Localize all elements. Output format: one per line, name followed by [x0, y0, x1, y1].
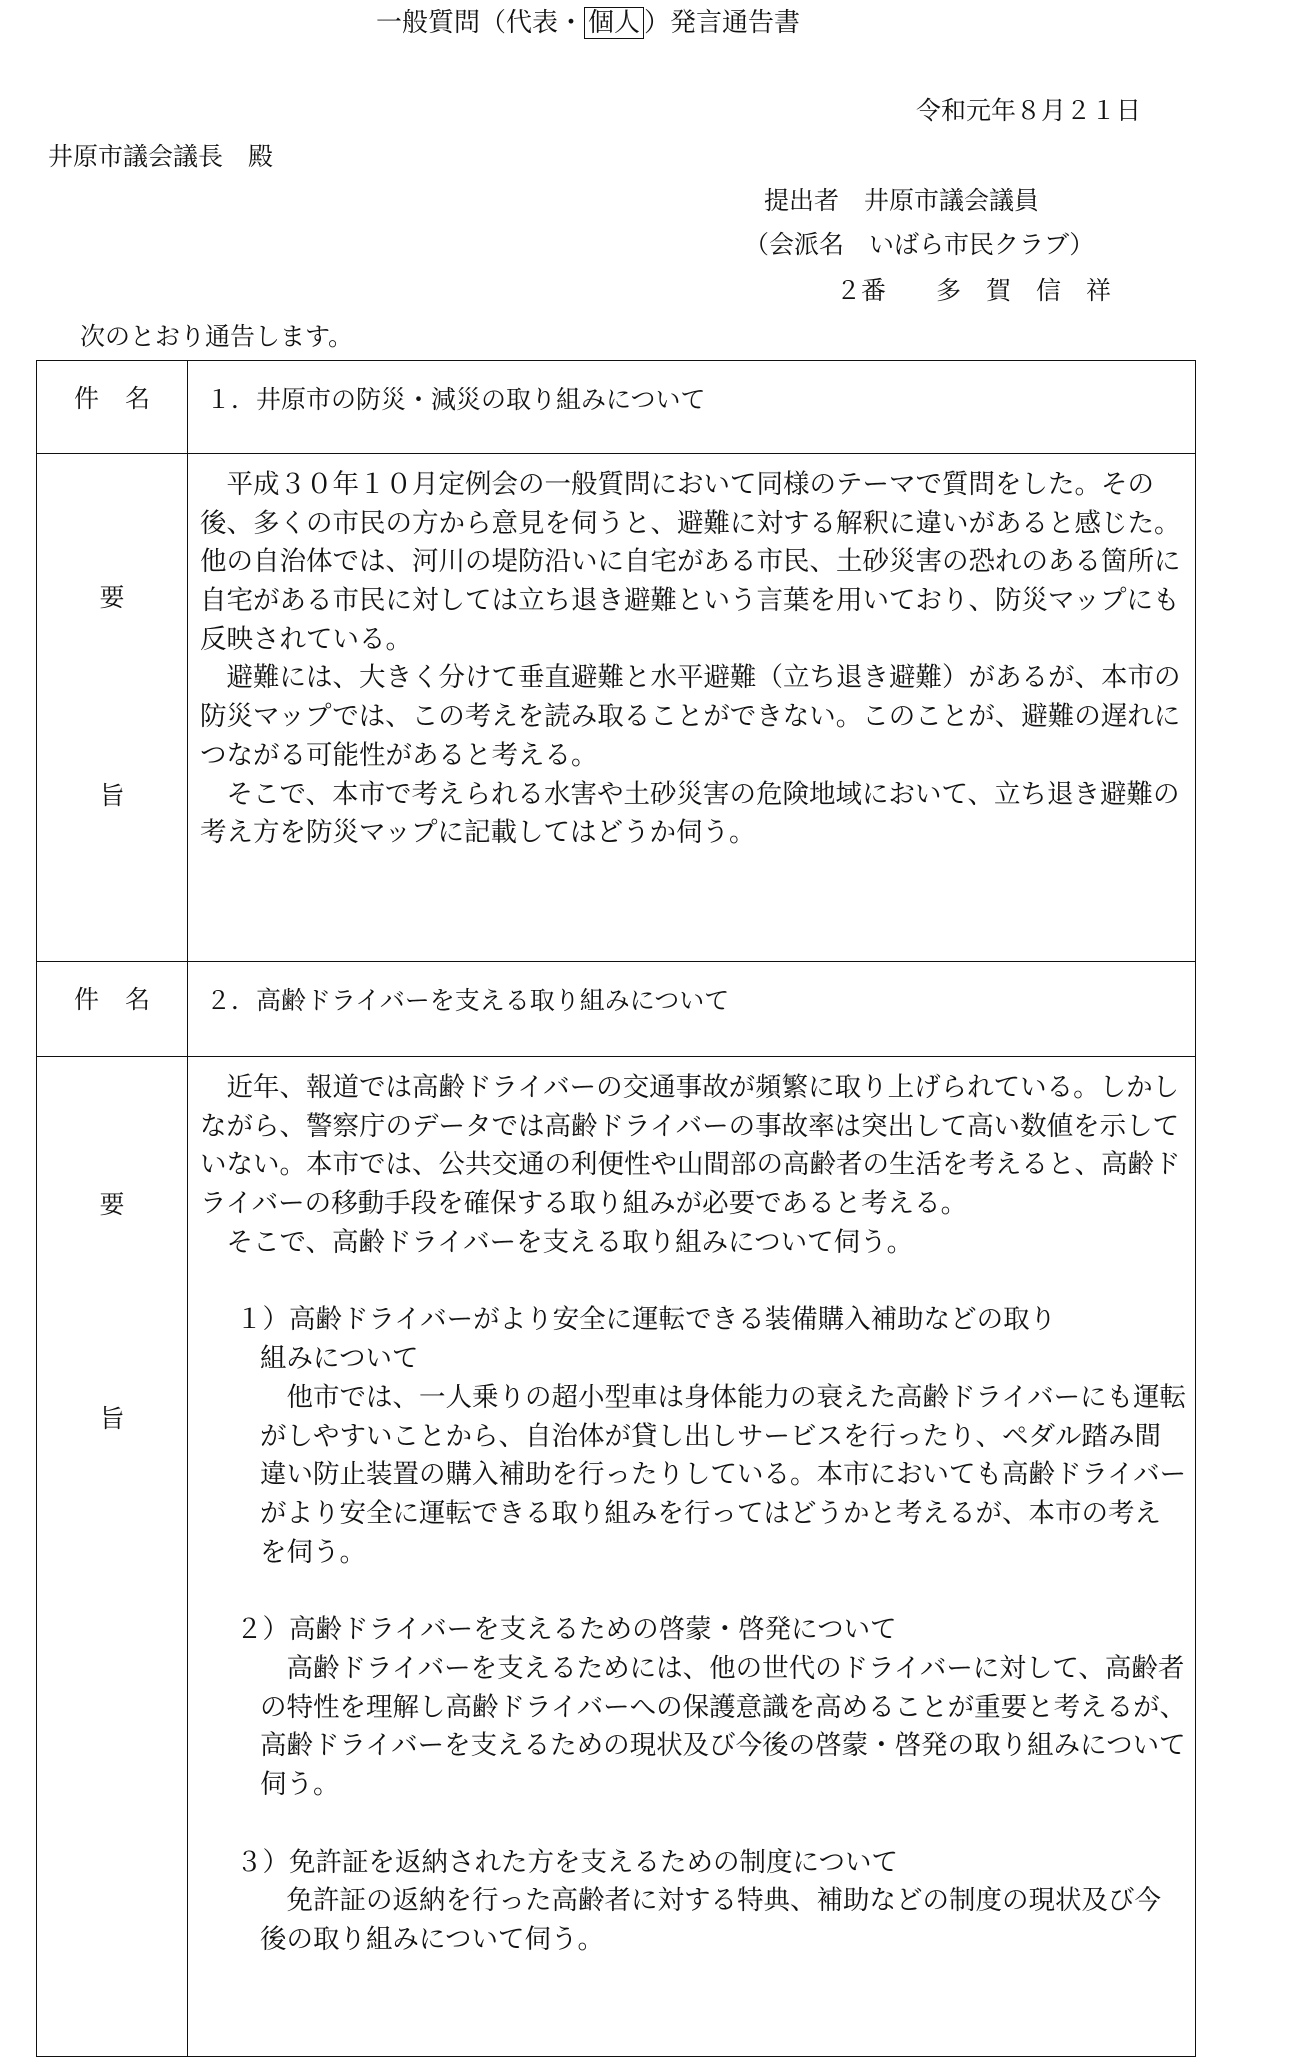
gist-label-cell [37, 1057, 188, 2057]
submitter-line: 提出者 井原市議会議員 [764, 186, 1040, 215]
subitem-heading: ３）免許証を返納された方を支えるための制度について [236, 1846, 898, 1878]
subitem-body: 他市では、一人乗りの超小型車は身体能力の衰えた高齢ドライバーにも運転がしやすいことから、自治体が貸し出しサービスを行ったり、ペダル踏み間違い防止装置の購入補助を行ったりしている。本市においても高齢ドライバーがより安全に運転できる取り組みを行ってはどうかと考えるが、本市の考えを伺う。 [260, 1381, 1187, 1568]
title-prefix: 一般質問（代表・ [376, 8, 585, 38]
subitem-heading: ２）高齢ドライバーを支えるための啓蒙・啓発について [236, 1614, 897, 1646]
gist-row [37, 1057, 1196, 2057]
gist-label-top: 要 [99, 583, 125, 612]
gist-paragraph: 近年、報道では高齢ドライバーの交通事故が頻繁に取り上げられている。しかしながら、警察庁のデータでは高齢ドライバーの事故率は突出して高い数値を示していない。本市では、公共交通の利便性や山間部の高齢者の生活を考えると、高齢ドライバーの移動手段を確保する取り組みが必要であると考える。 [200, 1072, 1181, 1220]
document-title [376, 4, 800, 43]
gist-row [37, 454, 1196, 962]
notice-table [36, 360, 1196, 2057]
subject-label: 件名 [73, 985, 176, 1014]
title-boxed-option: 個人 [584, 7, 644, 39]
subitem-body: 高齢ドライバーを支えるためには、他の世代のドライバーに対して、高齢者の特性を理解し高齢ドライバーへの保護意識を高めることが重要と考えるが、高齢ドライバーを支えるための現状及び今後の啓蒙・啓発の取り組みについて伺う。 [260, 1652, 1187, 1800]
subject-label-cell [37, 962, 188, 1057]
subject-title: ２．高齢ドライバーを支える取り組みについて [188, 962, 1196, 1057]
gist-paragraph: そこで、高齢ドライバーを支える取り組みについて伺う。 [226, 1226, 914, 1258]
gist-label-cell [37, 454, 188, 962]
subject-row [37, 361, 1196, 454]
gist-paragraph: 平成３０年１０月定例会の一般質問において同様のテーマで質問をした。その後、多くの市民の方から意見を伺うと、避難に対する解釈に違いがあると感じた。他の自治体では、河川の堤防沿いに自宅がある市民、土砂災害の恐れのある箇所に自宅がある市民に対しては立ち退き避難という言葉を用いており、防災マップにも反映されている。 [200, 469, 1181, 655]
subject-row [37, 962, 1196, 1057]
subject-label-cell [37, 361, 188, 454]
title-suffix: ）発言通告書 [644, 8, 801, 38]
subitem-heading-cont: 組みについて [260, 1343, 419, 1375]
addressee: 井原市議会議長 殿 [48, 142, 274, 171]
gist-label-top: 要 [99, 1190, 125, 1219]
subject-label: 件名 [73, 384, 176, 413]
gist-body [188, 1057, 1196, 2057]
intro-text: 次のとおり通告します。 [80, 322, 354, 351]
gist-label-bottom: 旨 [99, 1403, 125, 1433]
gist-label-bottom: 旨 [99, 780, 125, 810]
faction-line: （会派名 いばら市民クラブ） [744, 230, 1095, 259]
gist-paragraph: そこで、本市で考えられる水害や土砂災害の危険地域において、立ち退き避難の考え方を防災マップに記載してはどうか伺う。 [200, 778, 1180, 849]
subitem-body: 免許証の返納を行った高齢者に対する特典、補助などの制度の現状及び今後の取り組みについて伺う。 [260, 1885, 1161, 1956]
subitem-heading: １）高齢ドライバーがより安全に運転できる装備購入補助などの取り [236, 1304, 1057, 1336]
submission-date: 令和元年８月２１日 [916, 96, 1142, 125]
subject-title: １．井原市の防災・減災の取り組みについて [188, 361, 1196, 454]
submitter-name: ２番 多 賀 信 祥 [836, 276, 1112, 305]
gist-paragraph: 避難には、大きく分けて垂直避難と水平避難（立ち退き避難）があるが、本市の防災マップでは、この考えを読み取ることができない。このことが、避難の遅れにつながる可能性があると考える。 [200, 662, 1181, 771]
gist-body [188, 454, 1196, 962]
